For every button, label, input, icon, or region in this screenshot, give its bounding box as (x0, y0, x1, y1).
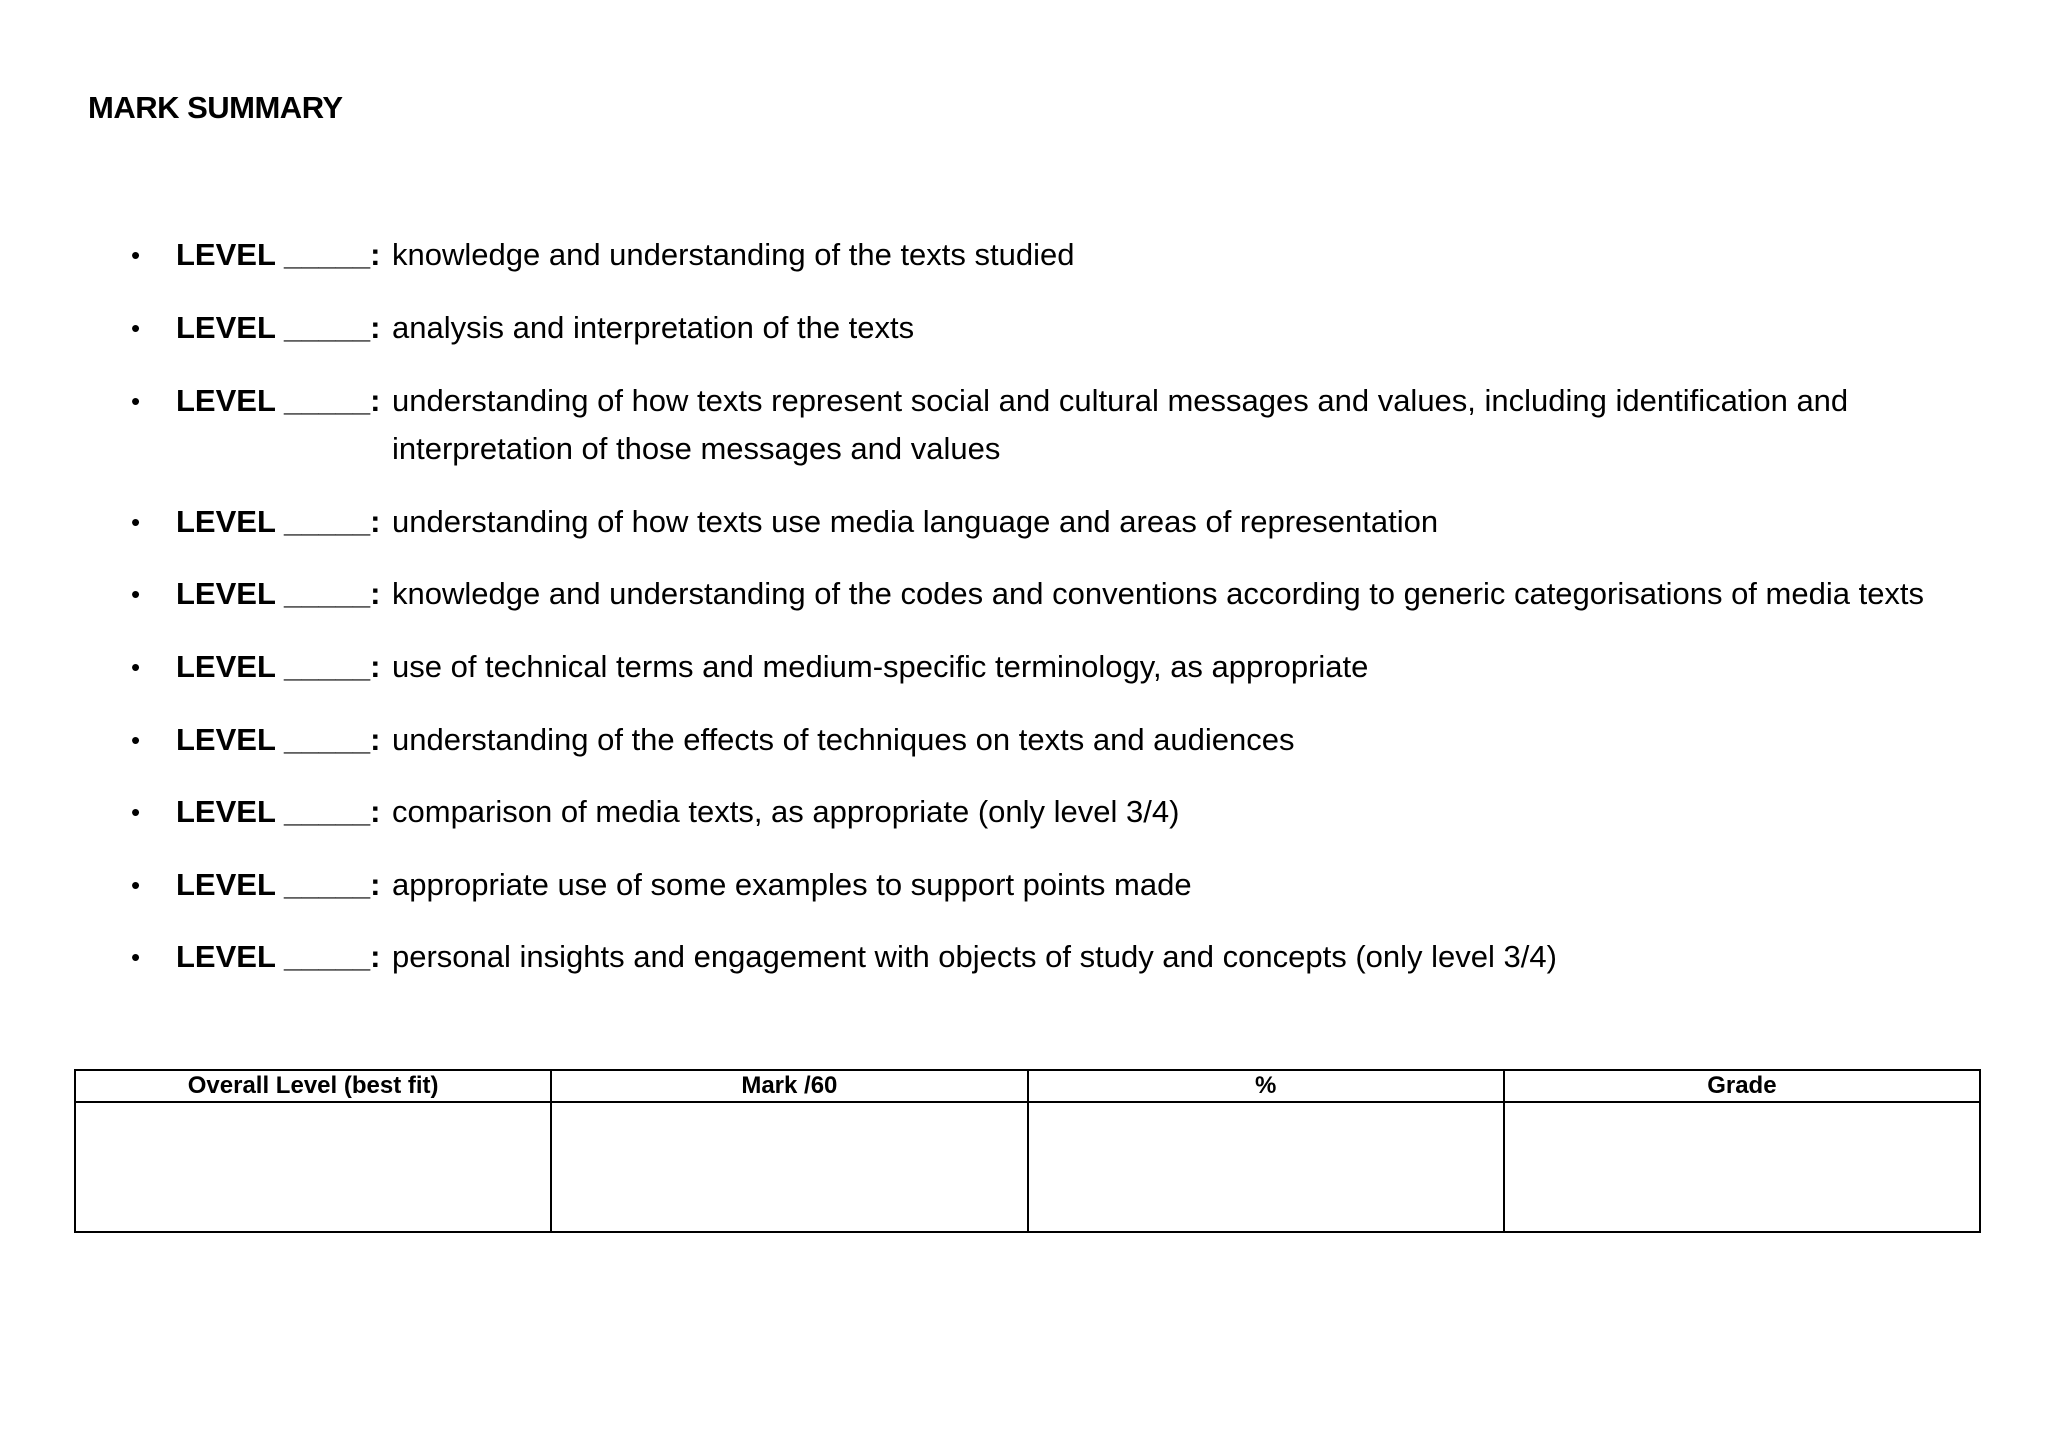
level-label: LEVEL _____: (176, 237, 381, 272)
criterion-text: use of technical terms and medium-specific terminology, as appropriate (392, 649, 1369, 684)
mark-cell[interactable] (551, 1102, 1027, 1232)
level-label: LEVEL _____: (176, 939, 381, 974)
bullet-icon: • (131, 725, 141, 755)
mark-header: Mark /60 (551, 1070, 1027, 1102)
percent-cell[interactable] (1028, 1102, 1504, 1232)
grade-cell[interactable] (1504, 1102, 1980, 1232)
bullet-icon: • (131, 579, 141, 609)
level-label: LEVEL _____: (176, 649, 381, 684)
criterion-text: knowledge and understanding of the texts studied (392, 237, 1075, 272)
level-label: LEVEL _____: (176, 722, 381, 757)
criterion-text: personal insights and engagement with objects of study and concepts (only level 3/4) (392, 939, 1557, 974)
grade-header: Grade (1504, 1070, 1980, 1102)
bullet-icon: • (131, 797, 141, 827)
bullet-icon: • (131, 386, 141, 416)
table-row (75, 1102, 1980, 1232)
bullet-icon: • (131, 313, 141, 343)
criterion-text: understanding of the effects of techniques on texts and audiences (392, 722, 1295, 757)
mark-summary-table (74, 1069, 1981, 1233)
bullet-icon: • (131, 652, 141, 682)
criterion-text: comparison of media texts, as appropriate (only level 3/4) (392, 794, 1180, 829)
criterion-text: knowledge and understanding of the codes and conventions according to generic categorisations of media texts (392, 576, 1925, 611)
bullet-icon: • (131, 942, 141, 972)
level-label: LEVEL _____: (176, 576, 381, 611)
bullet-icon: • (131, 240, 141, 270)
level-label: LEVEL _____: (176, 504, 381, 539)
criterion-text: analysis and interpretation of the texts (392, 310, 915, 345)
level-label: LEVEL _____: (176, 794, 381, 829)
criterion-text: understanding of how texts represent social and cultural messages and values, including identification and interpretation of those messages and values (392, 383, 1849, 466)
level-label: LEVEL _____: (176, 867, 381, 902)
level-label: LEVEL _____: (176, 310, 381, 345)
criterion-text: appropriate use of some examples to support points made (392, 867, 1192, 902)
overall-level-header: Overall Level (best fit) (75, 1070, 551, 1102)
bullet-icon: • (131, 870, 141, 900)
percent-header: % (1028, 1070, 1504, 1102)
page-title: MARK SUMMARY (88, 90, 343, 125)
table-header-row (75, 1070, 1980, 1102)
criterion-text: understanding of how texts use media language and areas of representation (392, 504, 1439, 539)
bullet-icon: • (131, 507, 141, 537)
overall-level-cell[interactable] (75, 1102, 551, 1232)
level-label: LEVEL _____: (176, 383, 381, 418)
